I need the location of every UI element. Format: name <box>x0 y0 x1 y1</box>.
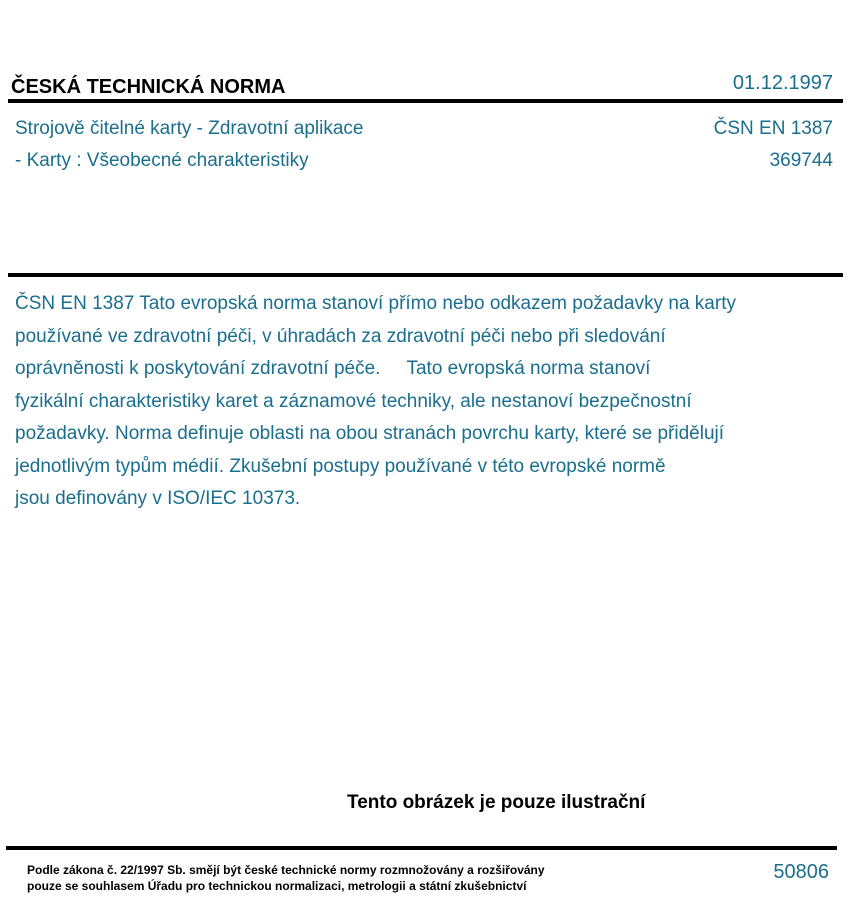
abstract-line: ČSN EN 1387 Tato evropská norma stanoví přímo nebo odkazem požadavky na karty <box>15 293 736 314</box>
abstract-line: požadavky. Norma definuje oblasti na obou stranách povrchu karty, které se přidělují <box>15 423 725 444</box>
class-number: 369744 <box>769 150 833 171</box>
illustrative-note: Tento obrázek je pouze ilustrační <box>347 792 646 813</box>
document-number: 50806 <box>773 861 829 883</box>
abstract-rule <box>8 273 843 277</box>
abstract-text <box>15 288 845 516</box>
abstract-line: jednotlivým typům médií. Zkušební postupy používané v této evropské normě <box>15 455 666 477</box>
standard-title-line-1: Strojově čitelné karty - Zdravotní aplikace <box>15 118 364 139</box>
abstract-line: oprávněnosti k poskytování zdravotní péče. Tato evropská norma stanoví <box>15 358 651 379</box>
standard-code: ČSN EN 1387 <box>713 118 833 139</box>
legal-notice <box>27 862 545 894</box>
legal-notice-line-1: Podle zákona č. 22/1997 Sb. smějí být české technické normy rozmnožovány a rozšiřovány <box>27 863 545 877</box>
legal-notice-line-2: pouze se souhlasem Úřadu pro technickou normalizaci, metrologii a státní zkušebnictví <box>27 879 527 893</box>
abstract-line: fyzikální charakteristiky karet a záznamové techniky, ale nestanoví bezpečnostní <box>15 390 692 412</box>
footer-rule <box>6 846 837 850</box>
norm-type-heading: ČESKÁ TECHNICKÁ NORMA <box>11 76 286 98</box>
header-rule <box>8 99 843 103</box>
publication-date: 01.12.1997 <box>732 72 833 94</box>
standard-title-line-2: - Karty : Všeobecné charakteristiky <box>15 150 309 171</box>
abstract-line: používané ve zdravotní péči, v úhradách za zdravotní péči nebo při sledování <box>15 325 666 347</box>
abstract-line: jsou definovány v ISO/IEC 10373. <box>15 488 301 509</box>
